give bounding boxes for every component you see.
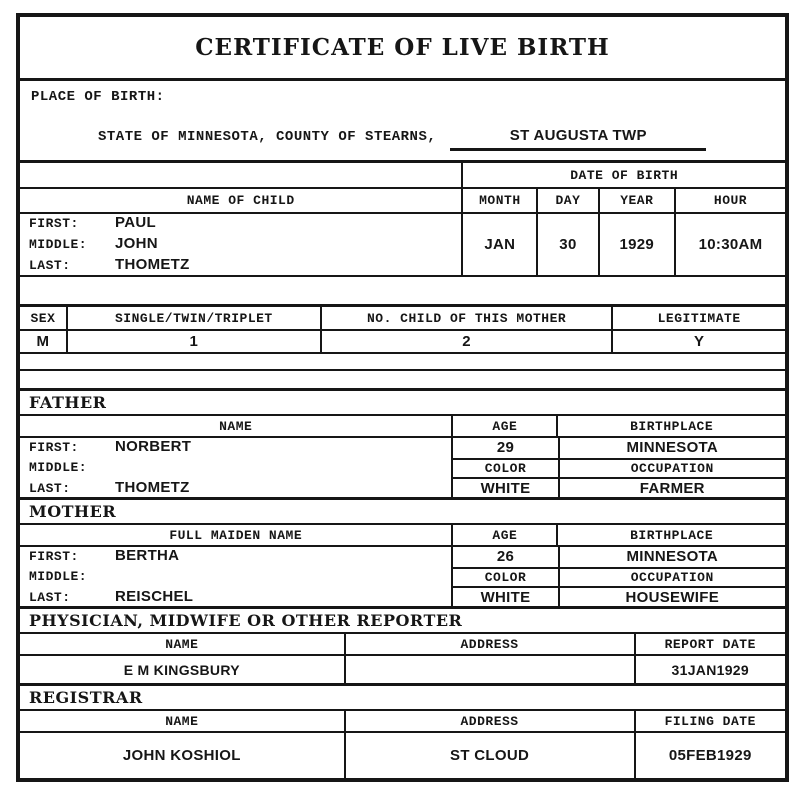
father-first-line — [29, 438, 191, 458]
place-of-birth-label: PLACE OF BIRTH: — [31, 89, 165, 105]
physician-column-header-row — [20, 634, 785, 656]
physician-data-row — [20, 656, 785, 686]
place-of-birth-value: ST AUGUSTA TWP — [450, 127, 706, 151]
father-middle-label: MIDDLE: — [29, 459, 88, 475]
sex-header: SEX — [30, 310, 56, 326]
mother-first-line — [29, 547, 179, 567]
mother-first-label: FIRST: — [29, 548, 79, 564]
mother-color-header: COLOR — [453, 567, 557, 587]
father-birthplace-header: BIRTHPLACE — [556, 416, 785, 436]
father-section-header: FATHER — [20, 391, 785, 416]
father-last-name: THOMETZ — [115, 478, 190, 496]
day-header: DAY — [536, 189, 597, 212]
legitimate-value: Y — [611, 331, 785, 352]
registrar-filing-date-header: FILING DATE — [634, 711, 785, 731]
date-of-birth-header: DATE OF BIRTH — [461, 163, 785, 187]
certificate-document — [16, 13, 789, 782]
registrar-address-value: ST CLOUD — [344, 733, 634, 778]
mother-last-label: LAST: — [29, 589, 71, 605]
mother-section-header: MOTHER — [20, 500, 785, 525]
father-birthplace-value: MINNESOTA — [558, 438, 785, 458]
title-bar — [20, 17, 785, 81]
mother-birthplace-value: MINNESOTA — [558, 547, 785, 567]
mother-middle-line — [29, 567, 115, 587]
child-data-row — [20, 214, 785, 277]
child-last-line — [29, 255, 190, 275]
child-name-cell — [20, 214, 461, 275]
registrar-column-header-row — [20, 711, 785, 733]
place-of-birth-state-county: STATE OF MINNESOTA, COUNTY OF STEARNS, — [98, 129, 437, 145]
father-data-block — [20, 438, 785, 500]
child-number-header: NO. CHILD OF THIS MOTHER — [320, 307, 611, 329]
spacer-row — [20, 371, 785, 391]
father-color-value: WHITE — [453, 477, 557, 497]
mother-name-cell — [20, 547, 451, 606]
child-first-label: FIRST: — [29, 216, 79, 231]
registrar-name-header: NAME — [165, 713, 199, 729]
place-of-birth-line — [98, 127, 785, 151]
father-name-cell — [20, 438, 451, 497]
physician-address-header: ADDRESS — [344, 634, 634, 654]
birth-hour-value: 10:30AM — [674, 214, 785, 275]
birth-details-header-row — [20, 307, 785, 331]
child-number-value: 2 — [320, 331, 611, 352]
father-occupation-header: OCCUPATION — [558, 458, 785, 478]
mother-middle-label: MIDDLE: — [29, 568, 88, 584]
registrar-data-row — [20, 733, 785, 778]
mother-details-grid — [451, 547, 785, 606]
child-last-label: LAST: — [29, 258, 71, 273]
child-first-name: PAUL — [115, 214, 156, 231]
child-middle-name: JOHN — [115, 235, 158, 252]
father-first-label: FIRST: — [29, 439, 79, 455]
mother-last-name: REISCHEL — [115, 587, 194, 605]
mother-age-value: 26 — [496, 548, 515, 566]
empty-cell — [20, 163, 461, 187]
mother-last-line — [29, 587, 193, 607]
registrar-address-header: ADDRESS — [344, 711, 634, 731]
birth-month-value: JAN — [461, 214, 536, 275]
mother-birthplace-header: BIRTHPLACE — [556, 525, 785, 545]
child-middle-label: MIDDLE: — [29, 237, 88, 252]
father-last-label: LAST: — [29, 480, 71, 496]
mother-data-block — [20, 547, 785, 609]
child-last-name: THOMETZ — [115, 256, 190, 273]
father-last-line — [29, 478, 190, 498]
physician-report-date-header: REPORT DATE — [634, 634, 785, 654]
father-details-grid — [451, 438, 785, 497]
father-name-header: NAME — [219, 418, 253, 434]
registrar-filing-date-value: 05FEB1929 — [634, 733, 785, 778]
father-column-header-row — [20, 416, 785, 438]
spacer-row — [20, 354, 785, 371]
mother-color-value: WHITE — [453, 586, 557, 606]
father-occupation-value: FARMER — [558, 477, 785, 497]
physician-name-header: NAME — [165, 636, 199, 652]
place-of-birth-section — [20, 81, 785, 163]
mother-occupation-value: HOUSEWIFE — [558, 586, 785, 606]
father-age-header: AGE — [451, 416, 556, 436]
date-of-birth-spanner-row — [20, 163, 785, 189]
physician-report-date-value: 31JAN1929 — [634, 656, 785, 683]
spacer-band — [20, 277, 785, 307]
physician-section-header: PHYSICIAN, MIDWIFE OR OTHER REPORTER — [20, 609, 785, 634]
registrar-name-value: JOHN KOSHIOL — [122, 747, 241, 764]
name-of-child-header: NAME OF CHILD — [186, 193, 295, 208]
father-middle-line — [29, 458, 115, 478]
year-header: YEAR — [598, 189, 675, 212]
legitimate-header: LEGITIMATE — [611, 307, 785, 329]
month-header: MONTH — [461, 189, 536, 212]
mother-name-header: FULL MAIDEN NAME — [169, 527, 303, 543]
mother-occupation-header: OCCUPATION — [558, 567, 785, 587]
sex-value: M — [36, 333, 50, 350]
birth-details-value-row — [20, 331, 785, 354]
child-middle-line — [29, 234, 158, 255]
father-first-name: NORBERT — [115, 438, 192, 455]
birth-day-value: 30 — [536, 214, 597, 275]
child-first-line — [29, 214, 156, 234]
father-age-value: 29 — [496, 439, 515, 457]
document-title: CERTIFICATE OF LIVE BIRTH — [195, 34, 610, 61]
physician-name-value: E M KINGSBURY — [123, 661, 240, 678]
single-twin-triplet-header: SINGLE/TWIN/TRIPLET — [66, 307, 320, 329]
hour-header: HOUR — [674, 189, 785, 212]
birth-year-value: 1929 — [598, 214, 675, 275]
single-twin-triplet-value: 1 — [66, 331, 320, 352]
mother-column-header-row — [20, 525, 785, 547]
physician-address-value — [344, 656, 634, 683]
registrar-section-header: REGISTRAR — [20, 686, 785, 711]
mother-age-header: AGE — [451, 525, 556, 545]
mother-first-name: BERTHA — [115, 547, 180, 564]
father-color-header: COLOR — [453, 458, 557, 478]
child-header-row — [20, 189, 785, 214]
